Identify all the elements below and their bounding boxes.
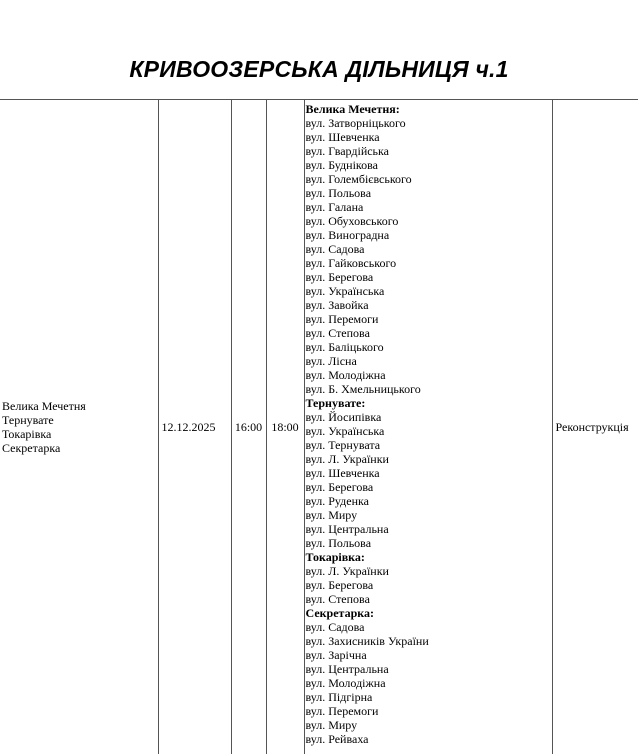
time-end-cell: 18:00	[266, 100, 304, 754]
schedule-table	[0, 99, 638, 754]
settlement-group-heading: Тернувате:	[305, 396, 366, 410]
street-item: вул. Б. Хмельницького	[305, 382, 421, 396]
street-item: вул. Польова	[305, 186, 372, 200]
street-item: вул. Л. Українки	[305, 564, 389, 578]
street-item: вул. Галана	[305, 200, 364, 214]
street-item: вул. Берегова	[305, 578, 374, 592]
street-item: вул. Молодіжна	[305, 676, 386, 690]
settlement-name: Тернувате	[2, 412, 54, 427]
settlement-group-heading: Токарівка:	[305, 550, 365, 564]
street-item: вул. Степова	[305, 592, 370, 606]
street-item: вул. Молодіжна	[305, 368, 386, 382]
street-item: вул. Миру	[305, 718, 358, 732]
street-item: вул. Буднікова	[305, 158, 378, 172]
street-item: вул. Перемоги	[305, 312, 379, 326]
reason-cell: Реконструкція	[552, 100, 638, 754]
street-item: вул. Миру	[305, 508, 358, 522]
street-item: вул. Зарічна	[305, 648, 367, 662]
street-item: вул. Шевченка	[305, 130, 380, 144]
street-item: вул. Баліцького	[305, 340, 384, 354]
street-item: вул. Перемоги	[305, 704, 379, 718]
time-start-cell: 16:00	[231, 100, 266, 754]
settlement-group-heading: Велика Мечетня:	[305, 102, 400, 116]
street-item: вул. Обуховського	[305, 214, 399, 228]
street-item: вул. Йосипівка	[305, 410, 382, 424]
street-item: вул. Рейваха	[305, 732, 369, 746]
street-item: вул. Виноградна	[305, 228, 390, 242]
street-item: вул. Українська	[305, 284, 385, 298]
street-item: вул. Завойка	[305, 298, 369, 312]
street-item: вул. Затворніцького	[305, 116, 406, 130]
street-item: вул. Польова	[305, 536, 372, 550]
street-item: вул. Центральна	[305, 662, 389, 676]
page-title: КРИВООЗЕРСЬКА ДІЛЬНИЦЯ ч.1	[129, 56, 509, 82]
street-item: вул. Захисників України	[305, 634, 429, 648]
date-cell: 12.12.2025	[158, 100, 231, 754]
street-item: вул. Садова	[305, 242, 365, 256]
street-item: вул. Гайковського	[305, 256, 397, 270]
settlement-name: Велика Мечетня	[2, 398, 86, 413]
street-item: вул. Степова	[305, 326, 370, 340]
settlement-name: Токарівка	[2, 427, 52, 441]
street-item: вул. Садова	[305, 620, 365, 634]
street-item: вул. Тернувата	[305, 438, 381, 452]
street-item: вул. Лісна	[305, 354, 357, 368]
settlements-cell	[0, 100, 158, 754]
street-item: вул. Шевченка	[305, 466, 380, 480]
streets-list	[306, 102, 552, 746]
street-item: вул. Центральна	[305, 522, 389, 536]
table-row	[0, 100, 638, 754]
street-item: вул. Українська	[305, 424, 385, 438]
street-item: вул. Гвардійська	[305, 144, 390, 158]
street-item: вул. Руденка	[305, 494, 369, 508]
streets-cell	[304, 100, 552, 754]
street-item: вул. Берегова	[305, 270, 374, 284]
settlement-group-heading: Секретарка:	[305, 606, 374, 620]
settlement-name: Секретарка	[2, 441, 61, 456]
street-item: вул. Л. Українки	[305, 452, 389, 466]
street-item: вул. Підгірна	[305, 690, 373, 704]
street-item: вул. Берегова	[305, 480, 374, 494]
street-item: вул. Голембієвського	[305, 172, 412, 186]
